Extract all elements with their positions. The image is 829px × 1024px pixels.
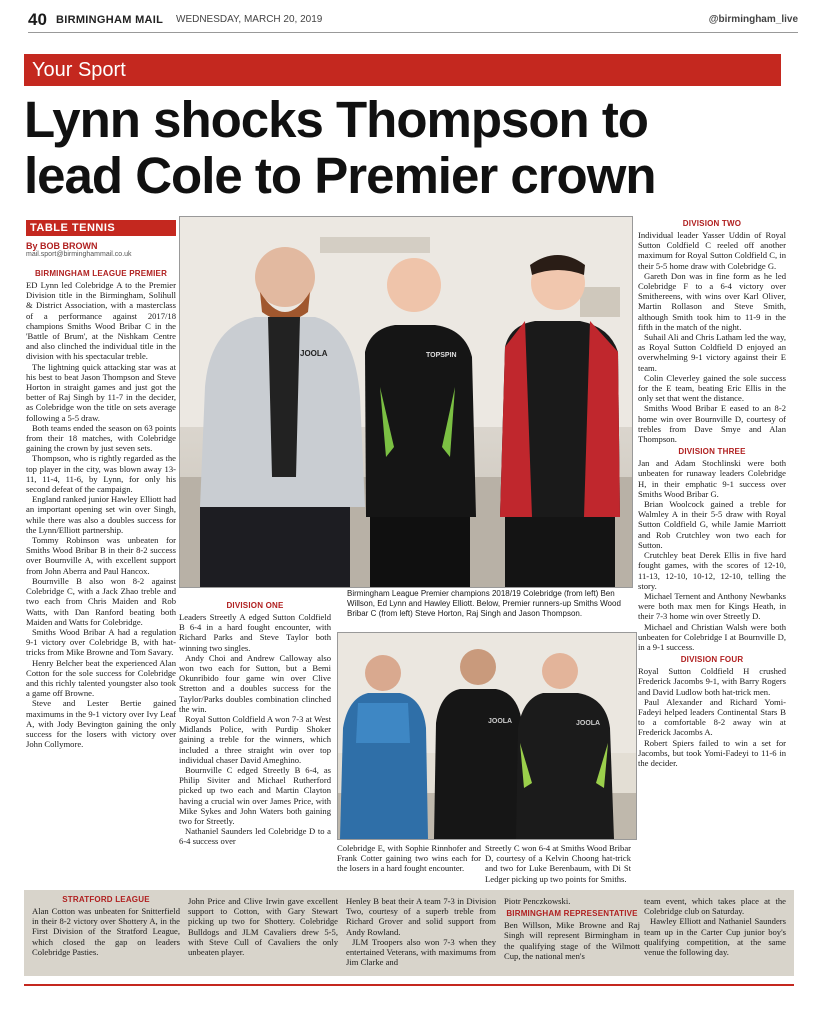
shirt-logo-joola: JOOLA xyxy=(488,718,513,725)
issue-date: WEDNESDAY, MARCH 20, 2019 xyxy=(176,14,323,25)
paragraph: Royal Sutton Coldfield H crushed Frederick Jacombs 9-1, with Barry Rogers and David Ludlow both hat-trick men. xyxy=(638,666,786,697)
paragraph: Smiths Wood Bribar E eased to an 8-2 home win over Bournville D, courtesy of trebles from Dave Smye and Alan Thompson. xyxy=(638,403,786,445)
paragraph: ED Lynn led Colebridge A to the Premier Division title in the Birmingham, Solihull & District Association, with a masterclass of a performance against 2017/18 champions Smiths Wood Bribar C in the 'Battle of Brum', at the Nishkam Centre and also clinched the individual title in the division with his spectacular treble. xyxy=(26,280,176,362)
column-3 xyxy=(337,843,481,888)
paragraph: Jan and Adam Stochlinski were both unbeaten for runaway leaders Colebridge H, in their emphatic 9-1 success over Smiths Wood Bribar G. xyxy=(638,458,786,499)
shirt-logo-topspin: TOPSPIN xyxy=(426,352,457,359)
headline-line-1: Lynn shocks Thompson to xyxy=(24,91,648,148)
results-box xyxy=(24,890,794,976)
shirt-logo-joola: JOOLA xyxy=(576,720,601,727)
subhead-division-two: DIVISION TWO xyxy=(682,219,742,228)
paragraph: England ranked junior Hawley Elliott had an important opening set win over Singh, while there was also a doubles success for the Lynn/Elliott partnership. xyxy=(26,494,176,535)
paragraph: Thompson, who is rightly regarded as the top player in the city, was blown away 13-11, 11-4, 11-6, by Lynn, for only his second defeat of the campaign. xyxy=(26,453,176,495)
paragraph: Colebridge E, with Sophie Rinnhofer and Frank Cotter gaining two wins each for the losers in a hard fought encounter. xyxy=(337,843,481,874)
social-handle: @birmingham_live xyxy=(708,14,798,25)
paragraph: Henry Belcher beat the experienced Alan Cotton for the sole success for Colebridge and this richly talented youngster also took a game off Browne. xyxy=(26,657,176,699)
paragraph: Alan Cotton was unbeaten for Snitterfield in their 8-2 victory over Shottery A, in the First Division of the Stratford League, which closed the gap on leaders Colebridge Pasties. xyxy=(32,906,180,957)
paragraph: Royal Sutton Coldfield A won 7-3 at West Midlands Police, with Purdip Shoker gaining a treble for the winners, which included a three straight win over top individual chaser David Ameghino. xyxy=(179,714,331,765)
page-number: 40 xyxy=(28,10,47,29)
paragraph: JLM Troopers also won 7-3 when they entertained Veterans, with maximums from Jim Clarke and xyxy=(346,936,496,968)
column-2 xyxy=(179,598,331,888)
paragraph: Smiths Wood Bribar A had a regulation 9-1 victory over Colebridge B, with hat-tricks from Mike Browne and Tom Savary. xyxy=(26,626,176,658)
subhead-stratford-league: STRATFORD LEAGUE xyxy=(62,895,150,904)
paragraph: The lightning quick attacking star was at his best to beat Jason Thompson and Steve Horton in straight games and just got the better of Raj Singh by 11-7 in the decider, as Colebridge won the title on sets average following a 5-5 draw. xyxy=(26,361,176,423)
category-banner xyxy=(26,220,176,236)
paragraph: Michael Ternent and Anthony Newbanks were both max men for Kings Heath, in their 7-3 home win over Streetly D. xyxy=(638,590,786,622)
byline-name: BOB BROWN xyxy=(40,241,98,251)
champions-photo xyxy=(179,216,633,588)
subhead-division-three: DIVISION THREE xyxy=(678,447,746,457)
subhead-division-four: DIVISION FOUR xyxy=(680,655,744,665)
column-5 xyxy=(638,216,786,886)
runners-up-photo xyxy=(337,632,637,840)
paragraph: Both teams ended the season on 63 points from their 18 matches, with Colebridge gaining the crown by just seven sets. xyxy=(26,422,176,454)
paragraph: Robert Spiers failed to win a set for Jacombs, but took Yomi-Fadeyi to 11-6 in the decider. xyxy=(638,737,786,768)
paragraph: Individual leader Yasser Uddin of Royal Sutton Coldfield C reeled off another maximum for Royal Sutton Coldfield C, in their 5-5 home draw with Colebridge G. xyxy=(638,230,786,271)
box-column-3 xyxy=(346,896,496,976)
paper-name: BIRMINGHAM MAIL xyxy=(56,14,164,26)
paragraph: Gareth Don was in fine form as he led Colebridge F to a 6-4 victory over Smithereens, with wins over Karl Oliver, Martin Rollason and Steve Smith, although Smith took him to 11-9 in the fifth in the match of the night. xyxy=(638,270,786,332)
masthead xyxy=(28,6,798,33)
byline-email[interactable]: mail.sport@birminghammail.co.uk xyxy=(26,251,132,258)
shirt-logo-joola: JOOLA xyxy=(300,349,328,358)
byline-prefix: By xyxy=(26,241,38,251)
subhead-division-one: DIVISION ONE xyxy=(226,601,284,610)
paragraph: Michael and Christian Walsh were both unbeaten for Colebridge I at Bournville D, in a 9-1 success. xyxy=(638,621,786,652)
column-1 xyxy=(26,266,176,882)
paragraph: Steve and Lester Bertie gained maximums in the 9-1 victory over Ivy Leaf A, with Jody Bevington gaining the only success for the losers with victory over John Collymore. xyxy=(26,698,176,750)
paragraph: Andy Choi and Andrew Calloway also won two each for Sutton, but a Bemi Okunribido four game win over Clive Stretton and a doubles success for the Taylor/Parks doubles combination clinched the win. xyxy=(179,652,331,714)
section-title: Your Sport xyxy=(32,59,126,81)
paragraph: Paul Alexander and Richard Yomi-Fadeyi helped leaders Continental Stars B to a comfortable 8-2 away win at Frederick Jacombs A. xyxy=(638,696,786,738)
paragraph: Colin Cleverley gained the sole success for the E team, beating Eric Ellis in the only set that went the distance. xyxy=(638,372,786,404)
paragraph: Bournville C edged Streetly B 6-4, as Philip Siviter and Michael Rutherford picked up two each and Martin Clayton having a crucial win over James Price, with Mike Sykes and John Waters both gaining two for Streetly. xyxy=(179,765,331,827)
box-column-5 xyxy=(644,896,786,976)
paragraph: team event, which takes place at the Colebridge club on Saturday. xyxy=(644,896,786,917)
paragraph: Streetly C won 6-4 at Smiths Wood Bribar D, courtesy of a Kelvin Choong hat-trick and two for Luke Berenbaum, with Di St Ledger picking up two points for Smiths. xyxy=(485,843,631,884)
paragraph: Nathaniel Saunders led Colebridge D to a 6-4 success over xyxy=(179,826,331,847)
category-label: TABLE TENNIS xyxy=(30,222,116,234)
paragraph: Crutchley beat Derek Ellis in five hard fought games, with the scores of 12-10, 11-13, 12-10, 10-12, 12-10, telling the story. xyxy=(638,550,786,591)
headline-line-2: lead Cole to Premier crown xyxy=(24,147,656,204)
paragraph: Hawley Elliott and Nathaniel Saunders team up in the Carter Cup junior boy's qualifying competition, at the same venue the following day. xyxy=(644,916,786,958)
box-column-4 xyxy=(504,896,640,976)
paragraph: Bournville B also won 8-2 against Colebridge C, with a Jack Zhao treble and two each from Chris Maiden and Rob Watts, with Dan Ranford beating both Maiden and Watts for Colebridge. xyxy=(26,575,176,627)
photo-caption: Birmingham League Premier champions 2018/19 Colebridge (from left) Ben Willson, Ed Lynn and Hawley Elliott. Below, Premier runners-up Smiths Wood Bribar C (from left) Steve Horton, Raj Singh and Jason Thompson. xyxy=(347,589,621,618)
subhead-birmingham-representative: BIRMINGHAM REPRESENTATIVE xyxy=(506,909,638,919)
section-bar xyxy=(24,54,781,86)
champions-photo-art xyxy=(180,217,632,587)
paragraph: Suhail Ali and Chris Latham led the way, as Royal Sutton Coldfield D enjoyed an overwhelming 9-1 victory against their E team. xyxy=(638,332,786,373)
runners-up-photo-art xyxy=(338,633,636,839)
subhead-birmingham-league-premier: BIRMINGHAM LEAGUE PREMIER xyxy=(34,269,168,278)
box-column-2 xyxy=(188,896,338,976)
paragraph: John Price and Clive Irwin gave excellent support to Cotton, with Gary Stewart picking up two for Shottery. Colebridge Bulldogs and JLM Cavaliers drew 5-5, with Steve Cull of Cavaliers the only unbeaten player. xyxy=(188,896,338,958)
byline xyxy=(26,241,176,258)
column-4 xyxy=(485,843,631,888)
paragraph: Leaders Streetly A edged Sutton Coldfield B 6-4 in a hard fought encounter, with Richard Parks and Steve Taylor both winning two singles. xyxy=(179,612,331,653)
headline xyxy=(24,92,794,204)
paragraph: Ben Willson, Mike Browne and Raj Singh will represent Birmingham in the qualifying stage of the Wilmott Cup, the national men's xyxy=(504,920,640,961)
paragraph: Tommy Robinson was unbeaten for Smiths Wood Bribar B in their 8-2 success over Bournville A, with excellent support from John Aberra and Paul Hancox. xyxy=(26,535,176,576)
paragraph: Piotr Penczkowski. xyxy=(504,896,571,906)
bottom-rule xyxy=(24,984,794,986)
paragraph: Brian Woolcock gained a treble for Walmley A in their 5-5 draw with Royal Sutton Coldfield G, while Jamie Marriott and Rob Crutchley won two each for Sutton. xyxy=(638,499,786,550)
paragraph: Henley B beat their A team 7-3 in Division Two, courtesy of a superb treble from Richard Grover and solid support from Andy Rowland. xyxy=(346,896,496,937)
box-column-1 xyxy=(32,892,180,974)
